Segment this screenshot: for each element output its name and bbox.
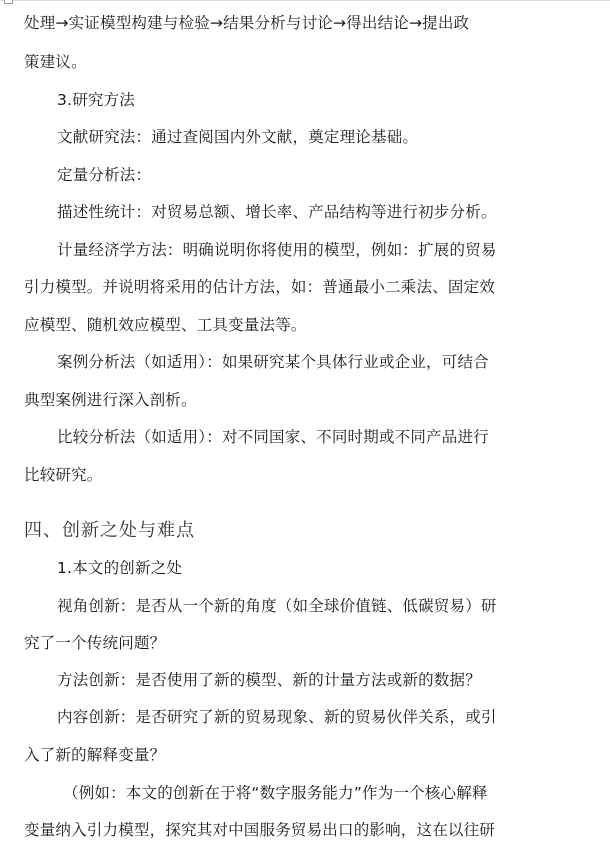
paragraph-anchor-icon <box>4 0 13 4</box>
paragraph-line: 比较分析法（如适用）：对不同国家、不同时期或不同产品进行 <box>57 428 489 446</box>
paragraph-line: （例如：本文的创新在于将“数字服务能力”作为一个核心解释 <box>63 784 488 802</box>
section-subtitle: 1.本文的创新之处 <box>57 559 183 577</box>
paragraph-line: 策建议。 <box>24 53 87 71</box>
paragraph-line: 方法创新：是否使用了新的模型、新的计量方法或新的数据？ <box>57 671 481 689</box>
paragraph-line: 典型案例进行深入剖析。 <box>24 391 197 409</box>
paragraph-line: 入了新的解释变量？ <box>24 746 166 764</box>
page-top-border <box>0 0 610 1</box>
paragraph-line: 应模型、随机效应模型、工具变量法等。 <box>24 316 307 334</box>
section-heading: 四、创新之处与难点 <box>24 520 195 541</box>
section-subtitle: 3.研究方法 <box>57 91 135 109</box>
paragraph-line: 究了一个传统问题？ <box>24 634 166 652</box>
paragraph-line: 定量分析法： <box>57 166 152 184</box>
paragraph-line: 比较研究。 <box>24 466 103 484</box>
paragraph-line: 内容创新：是否研究了新的贸易现象、新的贸易伙伴关系，或引 <box>57 708 497 726</box>
paragraph-line: 引力模型。并说明将采用的估计方法，如：普通最小二乘法、固定效 <box>24 278 496 296</box>
paragraph-line: 案例分析法（如适用）：如果研究某个具体行业或企业，可结合 <box>57 353 489 371</box>
paragraph-line: 计量经济学方法：明确说明你将使用的模型，例如：扩展的贸易 <box>57 241 497 259</box>
paragraph-line: 变量纳入引力模型，探究其对中国服务贸易出口的影响，这在以往研 <box>24 821 496 839</box>
paragraph-line: 文献研究法：通过查阅国内外文献，奠定理论基础。 <box>57 128 419 146</box>
paragraph-line: 处理→实证模型构建与检验→结果分析与讨论→得出结论→提出政 <box>24 14 470 32</box>
paragraph-line: 视角创新：是否从一个新的角度（如全球价值链、低碳贸易）研 <box>57 597 497 615</box>
paragraph-line: 描述性统计：对贸易总额、增长率、产品结构等进行初步分析。 <box>57 203 497 221</box>
